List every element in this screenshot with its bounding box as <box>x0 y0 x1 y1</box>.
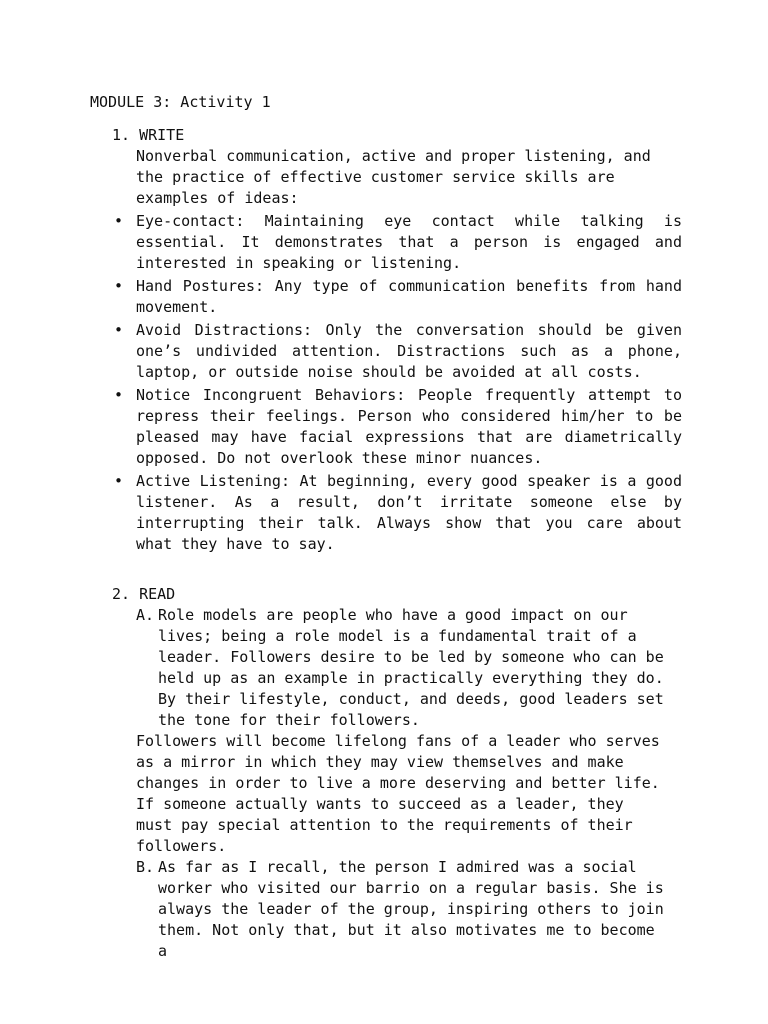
list-item <box>112 276 682 318</box>
section-write-heading: 1. WRITE <box>112 126 185 144</box>
bullet-text: Notice Incongruent Behaviors: People frequently attempt to repress their feelings. Person who considered him/her to be pleased may have facial expressions that are diametrically opposed. Do not overlook these minor nuances. <box>136 386 682 467</box>
list-item <box>112 320 682 383</box>
section-write-intro: Nonverbal communication, active and proper listening, and the practice of effective customer service skills are examples of ideas: <box>136 147 651 207</box>
item-text: As far as I recall, the person I admired was a social worker who visited our barrio on a regular basis. She is always the leader of the group, inspiring others to join them. Not only that, but it also motivates me to become a <box>158 858 664 960</box>
list-item <box>112 211 682 274</box>
bullet-list <box>112 211 682 555</box>
item-text: Role models are people who have a good impact on our lives; being a role model is a fundamental trait of a leader. Followers desire to be led by someone who can be held up as an example in practically everything they do. By their lifestyle, conduct, and deeds, good leaders set the tone for their followers. <box>158 606 664 729</box>
read-paragraph: Followers will become lifelong fans of a leader who serves as a mirror in which they may view themselves and make changes in order to live a more deserving and better life. If someone actually wants to succeed as a leader, they must pay special attention to the requirements of their followers. <box>136 732 660 855</box>
item-letter: B. <box>136 858 155 876</box>
section-read-heading: 2. READ <box>112 585 176 603</box>
bullet-icon: • <box>114 212 124 230</box>
list-item <box>112 385 682 469</box>
list-item <box>112 471 682 555</box>
bullet-icon: • <box>114 321 124 339</box>
bullet-icon: • <box>114 472 124 490</box>
bullet-icon: • <box>114 277 124 295</box>
bullet-icon: • <box>114 386 124 404</box>
section-read-body <box>136 605 666 962</box>
bullet-text: Active Listening: At beginning, every good speaker is a good listener. As a result, don’t irritate someone else by interrupting their talk. Always show that you care about what they have to say. <box>136 472 682 553</box>
bullet-text: Hand Postures: Any type of communication benefits from hand movement. <box>136 277 682 316</box>
bullet-text: Eye-contact: Maintaining eye contact while talking is essential. It demonstrates that a person is engaged and interested in speaking or listening. <box>136 212 682 272</box>
read-item-a <box>136 605 666 731</box>
bullet-text: Avoid Distractions: Only the conversation should be given one’s undivided attention. Distractions such as a phone, laptop, or outside noise should be avoided at all costs. <box>136 321 682 381</box>
section-read <box>112 584 672 962</box>
item-letter: A. <box>136 606 155 624</box>
page-title: MODULE 3: Activity 1 <box>90 93 271 111</box>
read-item-b <box>136 857 666 962</box>
section-write <box>112 125 682 557</box>
